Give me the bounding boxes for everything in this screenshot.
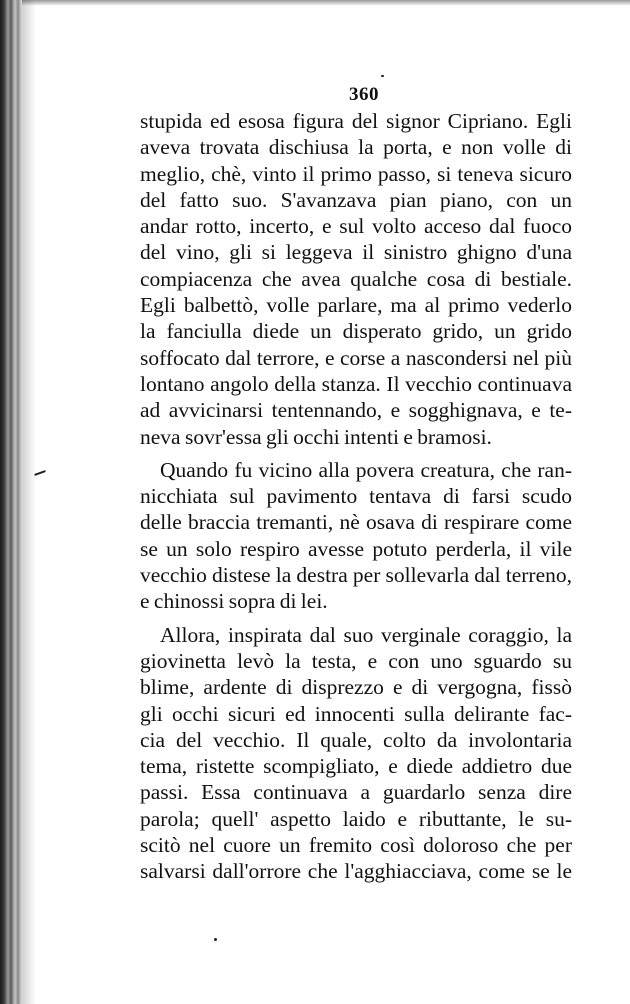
print-speck [381, 75, 384, 77]
text-line: compiacenza che avea qualche cosa di bestiale. [140, 266, 572, 291]
text-line: e chinossi sopra di lei. [140, 589, 328, 614]
text-line: vecchio distese la destra per sollevarla dal terreno, [140, 563, 572, 588]
text-line: del vino, gli si leggeva il sinistro ghigno d'una [140, 240, 572, 265]
text-line: blime, ardente di disprezzo e di vergogna, fissò [140, 675, 572, 700]
text-line: delle braccia tremanti, nè osava di respirare come [140, 510, 572, 535]
text-line: salvarsi dall'orrore che l'agghiacciava, come se le [140, 859, 572, 884]
text-line: parola; quell' aspetto laido e ributtante, le su- [140, 806, 572, 831]
page-number: 360 [349, 84, 379, 105]
text-line: la fanciulla diede un disperato grido, un grido [140, 319, 572, 344]
text-line: cia del vecchio. Il quale, colto da involontaria [140, 727, 572, 752]
text-line: lontano angolo della stanza. Il vecchio continuava [140, 371, 572, 396]
text-line: stupida ed esosa figura del signor Cipriano. Egli [140, 109, 572, 133]
text-line: del fatto suo. S'avanzava pian piano, con un [140, 187, 572, 212]
text-line: Quando fu vicino alla povera creatura, che ran- [160, 457, 572, 482]
print-speck [214, 938, 217, 941]
text-line: scitò nel cuore un fremito così doloroso che per [140, 833, 572, 858]
text-line: giovinetta levò la testa, e con uno sguardo su [140, 648, 572, 673]
text-line: Allora, inspirata dal suo verginale coraggio, la [160, 622, 572, 647]
text-line: neva sovr'essa gli occhi intenti e bramosi. [140, 424, 492, 449]
spine-shadow [22, 0, 36, 1004]
paragraph [140, 108, 572, 450]
text-line: andar rotto, incerto, e sul volto acceso dal fuoco [140, 214, 572, 239]
paragraph [140, 622, 572, 885]
text-line: tema, ristette scompigliato, e diede addietro due [140, 754, 572, 779]
book-page [140, 82, 572, 892]
text-line: aveva trovata dischiusa la porta, e non volle di [140, 135, 572, 160]
book-spine-edge [0, 0, 22, 1004]
text-line: soffocato dal terrore, e corse a nascondersi nel più [140, 345, 572, 370]
text-line: Egli balbettò, volle parlare, ma al primo vederlo [140, 293, 572, 318]
text-line: se un solo respiro avesse potuto perderla, il vile [140, 536, 572, 561]
page-body-text [140, 108, 572, 885]
text-line: passi. Essa continuava a guardarlo senza dire [140, 780, 572, 805]
text-line: meglio, chè, vinto il primo passo, si teneva sicuro [140, 161, 572, 186]
page-top-edge [0, 0, 630, 6]
text-line: gli occhi sicuri ed innocenti sulla delirante fac- [140, 701, 572, 726]
text-line: ad avvicinarsi tentennando, e sogghignava, e te- [140, 398, 572, 423]
text-line: nicchiata sul pavimento tentava di farsi scudo [140, 484, 572, 509]
paragraph [140, 457, 572, 615]
